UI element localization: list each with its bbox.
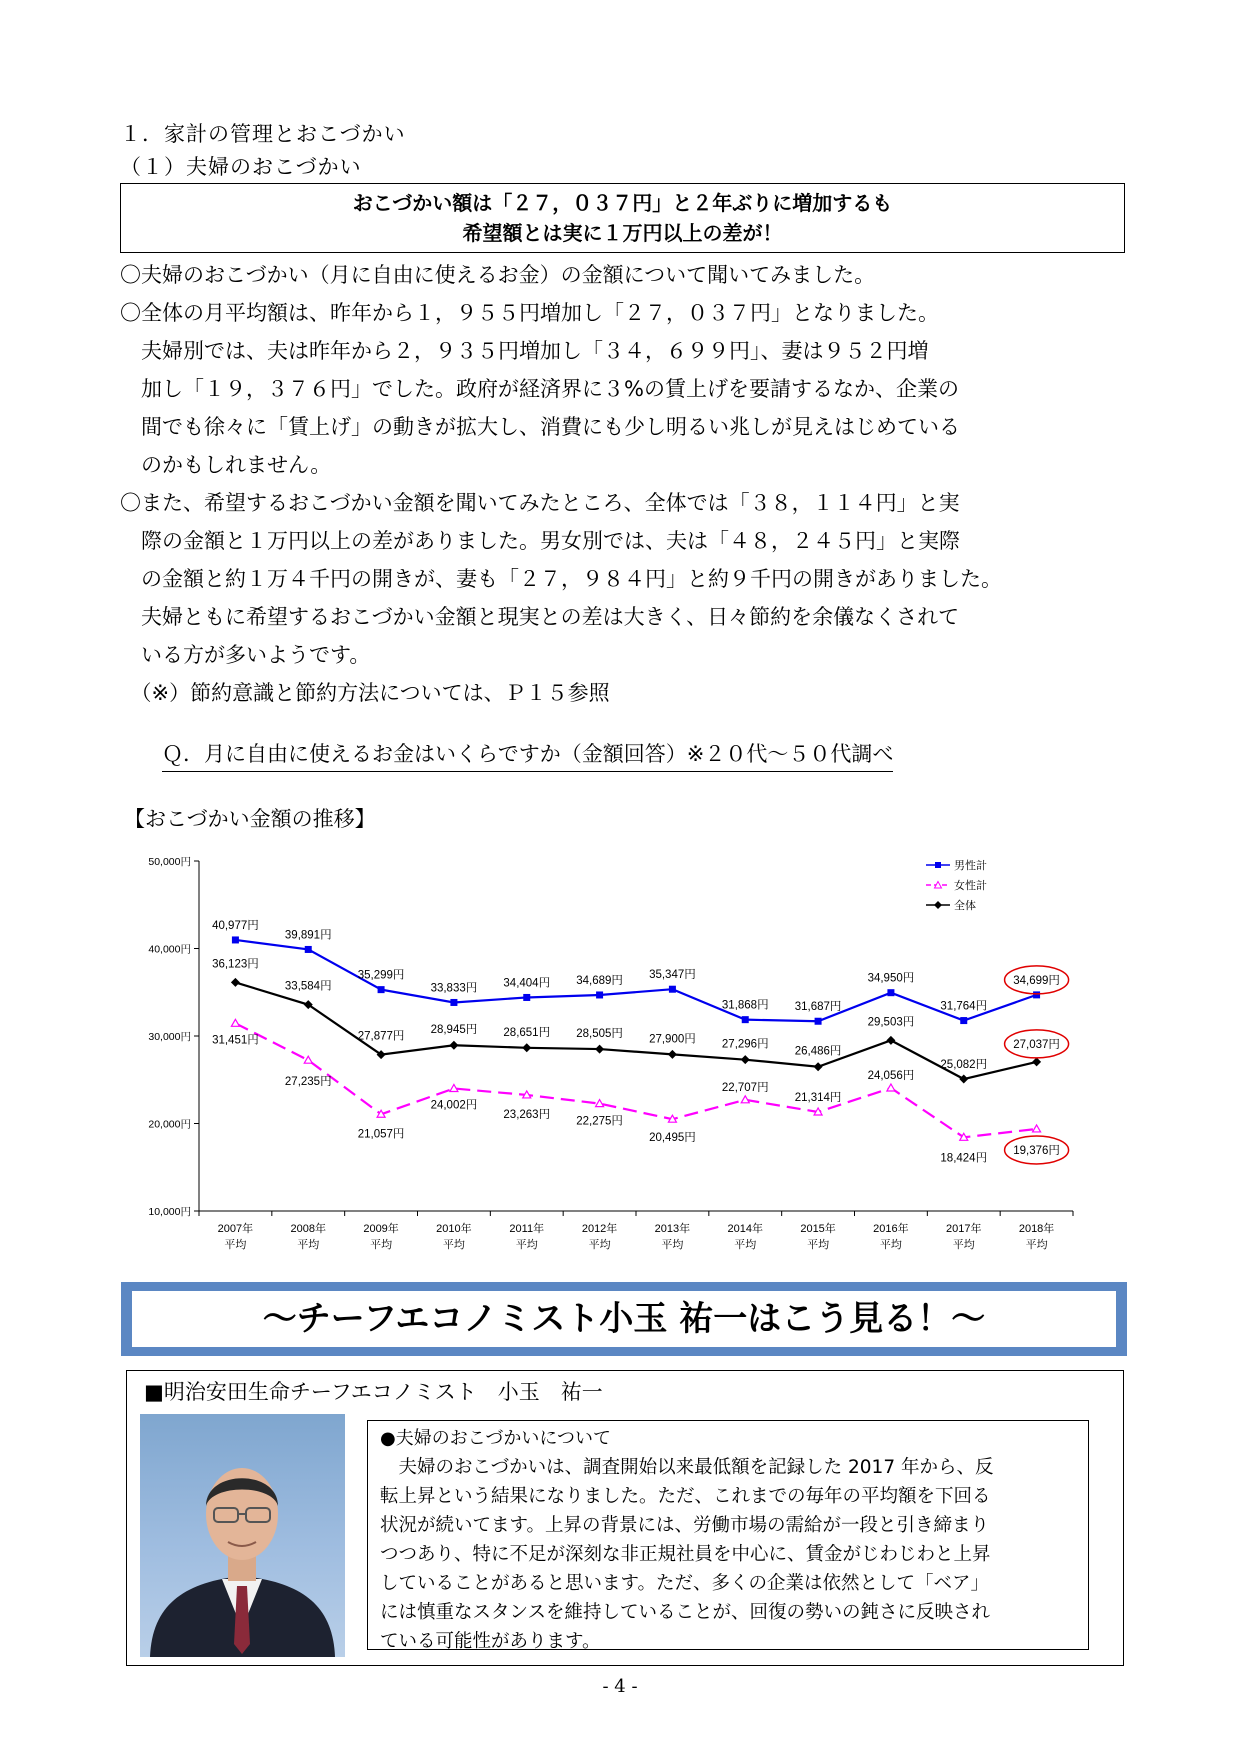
data-label: 40,977円 [212, 919, 259, 932]
comment-line: していることがあると思います。ただ、多くの企業は依然として「ベア」 [380, 1573, 990, 1594]
data-label: 28,651円 [503, 1026, 551, 1039]
body-line: 加し「１９，３７６円」でした。政府が経済界に３%の賃上げを要請するなか、企業の [120, 377, 959, 401]
legend-marker [935, 862, 941, 868]
data-label: 19,376円 [1013, 1144, 1060, 1157]
series-line-1 [235, 940, 1036, 1021]
data-label: 35,299円 [357, 969, 405, 982]
data-label: 28,505円 [576, 1028, 623, 1041]
data-label: 39,891円 [284, 929, 332, 942]
x-tick-label: 2008年 [290, 1223, 326, 1235]
data-label: 23,263円 [503, 1108, 551, 1121]
data-label: 27,877円 [357, 1030, 405, 1043]
headline-line-2: 希望額とは実に１万円以上の差が！ [462, 221, 783, 245]
body-line: 〇夫婦のおこづかい（月に自由に使えるお金）の金額について聞いてみました。 [120, 263, 876, 287]
data-point [887, 989, 894, 996]
data-label: 27,900円 [649, 1033, 696, 1046]
legend-marker [934, 901, 942, 909]
x-tick-label: 平均 [952, 1239, 975, 1251]
data-point [741, 1055, 750, 1064]
data-point [523, 994, 530, 1001]
data-label: 18,424円 [940, 1152, 988, 1165]
data-point [668, 1050, 677, 1059]
body-line: 夫婦別では、夫は昨年から２，９３５円増加し「３４，６９９円」、妻は９５２円増 [120, 339, 929, 363]
data-point [886, 1036, 895, 1045]
allowance-line-chart [118, 850, 1078, 1260]
data-point [450, 999, 457, 1006]
legend-label: 全体 [954, 900, 976, 912]
data-point [1032, 1057, 1041, 1066]
x-tick-label: 2012年 [581, 1223, 618, 1235]
data-label: 31,868円 [721, 999, 769, 1012]
data-label: 34,950円 [867, 972, 915, 985]
comment-line: 転上昇という結果になりました。ただ、これまでの毎年の平均額を下回る [380, 1486, 991, 1507]
x-tick-label: 平均 [734, 1239, 757, 1251]
x-tick-label: 平均 [879, 1239, 902, 1251]
x-tick-label: 平均 [807, 1239, 830, 1251]
y-tick-label: 50,000円 [148, 856, 191, 868]
data-point [887, 1084, 895, 1091]
body-text [120, 256, 1130, 712]
x-tick-label: 2016年 [873, 1223, 909, 1235]
body-line: 夫婦ともに希望するおこづかい金額と現実との差は大きく、日々節約を余儀なくされて [120, 605, 960, 629]
comment-line: には慎重なスタンスを維持していることが、回復の勢いの鈍さに反映され [380, 1602, 990, 1623]
data-label: 25,082円 [940, 1059, 988, 1072]
data-label: 26,486円 [794, 1045, 842, 1058]
headline-line-1: おこづかい額は「２７，０３７円」と２年ぶりに増加するも [352, 191, 893, 215]
comment-title: ●夫婦のおこづかいについて [380, 1428, 611, 1449]
x-tick-label: 2007年 [217, 1223, 254, 1235]
data-label: 24,056円 [867, 1070, 915, 1083]
data-label: 34,699円 [1013, 974, 1060, 987]
data-label: 20,495円 [649, 1132, 696, 1145]
data-point [1033, 1125, 1041, 1132]
legend-label: 女性計 [954, 880, 987, 892]
data-label: 34,404円 [503, 977, 551, 990]
data-point [522, 1043, 531, 1052]
data-point [449, 1041, 458, 1050]
data-label: 36,123円 [212, 958, 259, 971]
x-tick-label: 平均 [297, 1239, 320, 1251]
data-point [814, 1062, 823, 1071]
body-line: のかもしれません。 [120, 453, 332, 477]
data-label: 21,057円 [357, 1128, 405, 1141]
body-line: （※）節約意識と節約方法については、Ｐ１５参照 [120, 681, 610, 705]
series-line-2 [235, 1023, 1036, 1137]
comment-line: つつあり、特に不足が深刻な非正規社員を中心に、賃金がじわじわと上昇 [380, 1544, 991, 1565]
x-tick-label: 平均 [515, 1239, 538, 1251]
data-point [959, 1075, 968, 1084]
data-point [231, 1019, 239, 1026]
data-label: 31,764円 [940, 1000, 988, 1013]
data-point [815, 1018, 822, 1025]
legend-label: 男性計 [954, 860, 987, 872]
x-tick-label: 平均 [442, 1239, 465, 1251]
body-line: 際の金額と１万円以上の差がありました。男女別では、夫は「４８，２４５円」と実際 [120, 529, 960, 553]
data-label: 28,945円 [430, 1024, 478, 1037]
data-point [669, 986, 676, 993]
data-point [596, 1100, 604, 1107]
economist-author: ■明治安田生命チーフエコノミスト 小玉 祐一 [144, 1380, 603, 1404]
body-line: の金額と約１万４千円の開きが、妻も「２７，９８４円」と約９千円の開きがありました。 [120, 567, 1002, 591]
comment-line: ている可能性があります。 [380, 1631, 601, 1652]
comment-text [380, 1453, 1080, 1656]
data-label: 35,347円 [649, 969, 696, 982]
data-label: 27,037円 [1013, 1038, 1060, 1051]
x-tick-label: 2013年 [654, 1223, 691, 1235]
x-tick-label: 平均 [661, 1239, 684, 1251]
series-line-3 [235, 982, 1036, 1079]
headline-box [120, 183, 1125, 253]
data-point [231, 978, 240, 987]
data-label: 34,689円 [576, 974, 623, 987]
x-tick-label: 2010年 [436, 1223, 472, 1235]
y-tick-label: 30,000円 [148, 1031, 191, 1043]
comment-line: 状況が続いてます。上昇の背景には、労働市場の需給が一段と引き締まり [380, 1515, 990, 1536]
survey-question: Ｑ．月に自由に使えるお金はいくらですか（金額回答）※２０代～５０代調べ [162, 738, 893, 772]
body-line: 間でも徐々に「賃上げ」の動きが拡大し、消費にも少し明るい兆しが見えはじめている [120, 415, 960, 439]
body-line: いる方が多いようです。 [120, 643, 371, 667]
data-point [595, 1045, 604, 1054]
y-tick-label: 10,000円 [148, 1206, 191, 1218]
y-tick-label: 20,000円 [148, 1118, 191, 1131]
x-tick-label: 2009年 [363, 1223, 399, 1235]
data-label: 31,687円 [794, 1001, 842, 1014]
page-number: - 4 - [602, 1676, 638, 1697]
section-subheading: （１）夫婦のおこづかい [120, 155, 362, 179]
section-heading: １．家計の管理とおこづかい [120, 122, 406, 146]
data-point [378, 986, 385, 993]
x-tick-label: 平均 [588, 1239, 611, 1251]
data-point [742, 1016, 749, 1023]
body-line: 〇また、希望するおこづかい金額を聞いてみたところ、全体では「３８，１１４円」と実 [120, 491, 960, 515]
economist-banner: ～チーフエコノミスト小玉 祐一はこう見る！～ [131, 1290, 1117, 1348]
data-label: 21,314円 [794, 1092, 842, 1105]
x-tick-label: 2014年 [727, 1223, 763, 1235]
comment-line: 夫婦のおこづかいは、調査開始以来最低額を記録した 2017 年から、反 [380, 1457, 994, 1478]
data-point [232, 936, 239, 943]
data-label: 31,451円 [212, 1034, 259, 1047]
data-label: 29,503円 [867, 1016, 915, 1029]
data-label: 27,235円 [284, 1076, 332, 1089]
data-point [960, 1017, 967, 1024]
data-label: 33,584円 [284, 980, 332, 993]
data-point [304, 1056, 312, 1063]
data-point [305, 946, 312, 953]
x-tick-label: 2018年 [1018, 1223, 1055, 1235]
economist-photo [140, 1414, 345, 1657]
data-label: 27,296円 [721, 1038, 769, 1051]
x-tick-label: 2011年 [509, 1223, 545, 1235]
data-label: 24,002円 [430, 1099, 478, 1112]
data-point [596, 991, 603, 998]
x-tick-label: 2017年 [946, 1223, 982, 1235]
x-tick-label: 平均 [224, 1239, 247, 1251]
data-label: 22,707円 [721, 1081, 769, 1094]
data-label: 22,275円 [576, 1115, 623, 1128]
x-tick-label: 平均 [1025, 1239, 1048, 1251]
x-tick-label: 平均 [370, 1239, 393, 1251]
data-point [1033, 991, 1040, 998]
y-tick-label: 40,000円 [148, 943, 191, 956]
x-tick-label: 2015年 [800, 1223, 836, 1235]
chart-title: 【おこづかい金額の推移】 [124, 807, 376, 831]
data-label: 33,833円 [430, 982, 478, 995]
body-line: 〇全体の月平均額は、昨年から１，９５５円増加し「２７，０３７円」となりました。 [120, 301, 939, 325]
